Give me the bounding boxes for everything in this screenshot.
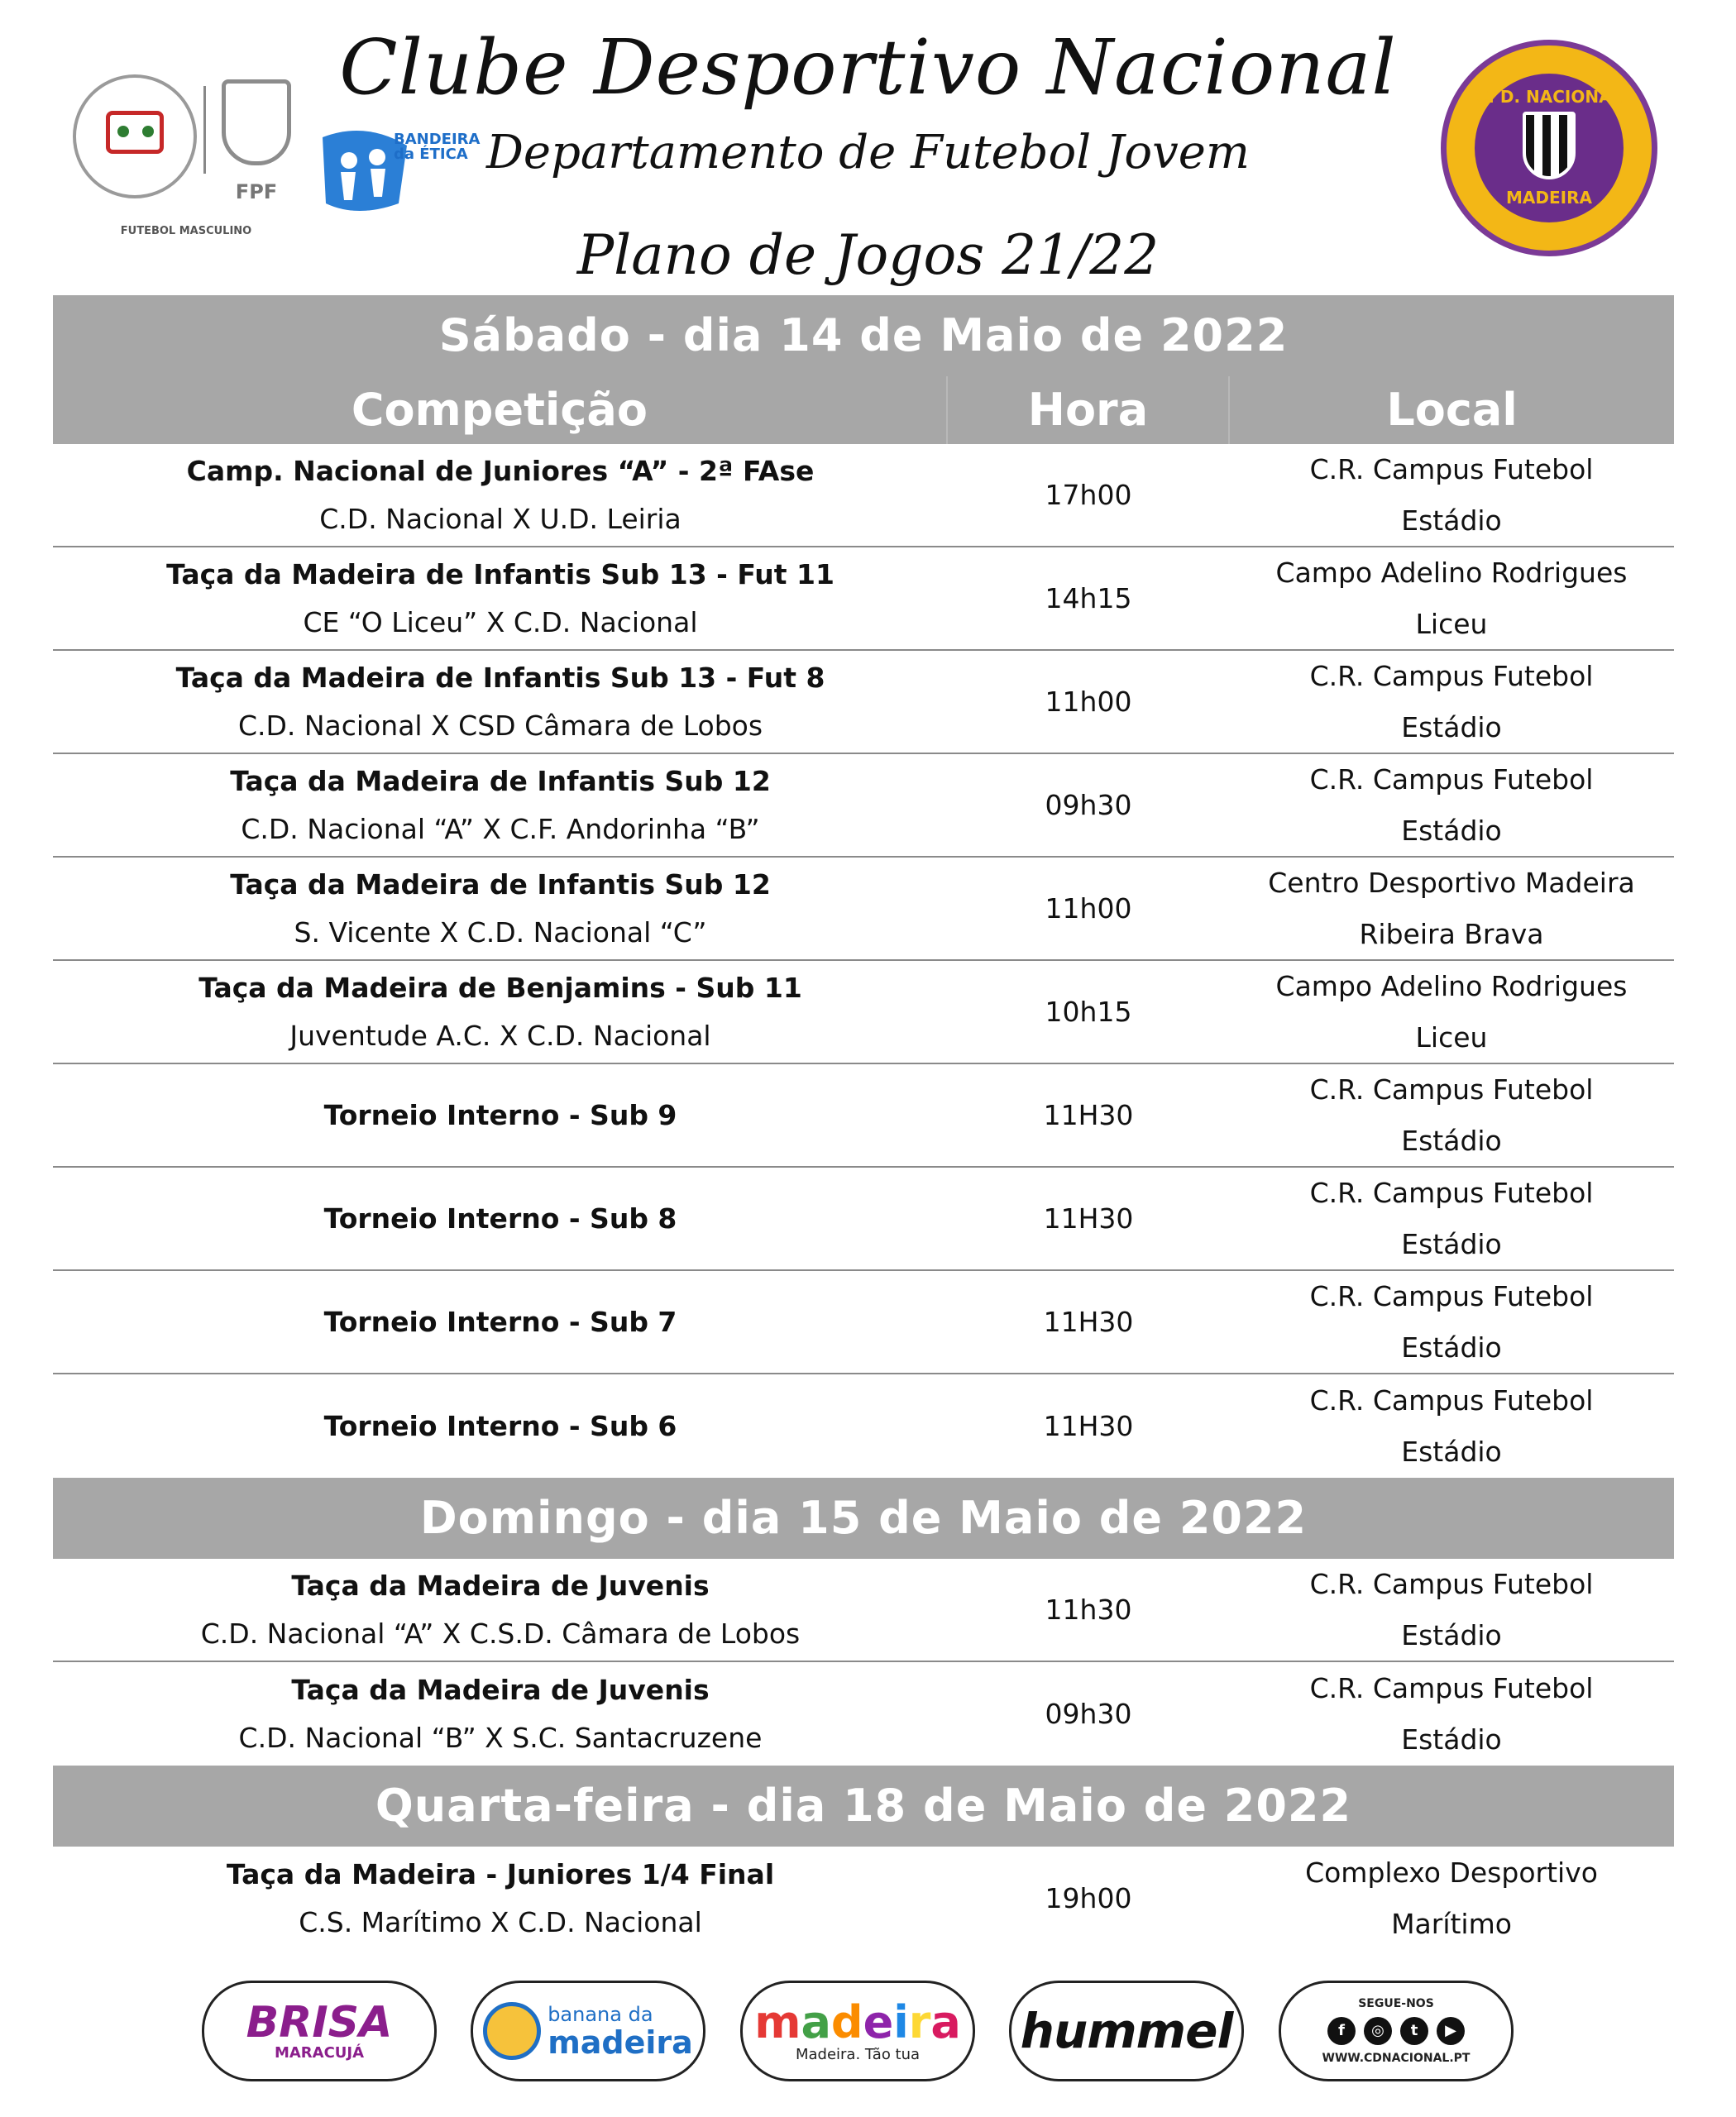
madeira-logo: madeira [754,1995,961,2048]
social-icons [1327,2017,1465,2045]
time-cell [948,1271,1229,1373]
venue-name: Campo Adelino Rodrigues [1275,969,1628,1002]
competition-name: Taça da Madeira de Juvenis [291,1569,710,1602]
venue-location: Liceu [1415,607,1488,640]
club-title: Clube Desportivo Nacional [339,23,1397,112]
time-cell [948,754,1229,856]
venue-name: C.R. Campus Futebol [1309,1176,1594,1209]
game-row [53,961,1674,1064]
venue-name: Complexo Desportivo [1305,1856,1598,1889]
time-cell [948,858,1229,959]
venue-name: Centro Desportivo Madeira [1268,866,1635,899]
website-link[interactable]: WWW.CDNACIONAL.PT [1322,2052,1471,2065]
competition-cell [53,547,948,649]
game-time: 09h30 [1045,789,1132,821]
game-row [53,1847,1674,1950]
venue-location: Ribeira Brava [1359,917,1544,950]
competition-cell [53,754,948,856]
venue-cell [1229,1847,1674,1950]
game-time: 19h00 [1045,1882,1132,1914]
competition-cell [53,1064,948,1166]
game-row [53,547,1674,651]
header [0,0,1736,294]
game-time: 11H30 [1043,1306,1134,1338]
day-header: Sábado - dia 14 de Maio de 2022 [53,295,1674,376]
brisa-logo: BRISA [246,1997,393,2048]
sponsors-bar [0,1981,1736,2088]
department-subtitle: Departamento de Futebol Jovem [486,126,1250,179]
club-crest-top-text: C. D. NACIONAL [1475,87,1623,107]
club-crest-bottom-text: MADEIRA [1506,188,1592,208]
venue-location: Estádio [1401,1331,1502,1364]
game-time: 11H30 [1043,1202,1134,1235]
venue-name: C.R. Campus Futebol [1309,762,1594,796]
sponsor-madeira [740,1981,975,2081]
venue-location: Estádio [1401,1618,1502,1651]
social-title: SEGUE-NOS [1358,1997,1434,2010]
competition-name: Taça da Madeira de Infantis Sub 12 [230,867,771,901]
venue-cell [1229,754,1674,856]
competition-cell [53,1559,948,1661]
venue-location: Estádio [1401,710,1502,743]
venue-location: Estádio [1401,1124,1502,1157]
banana-line-1: banana da [548,2003,653,2026]
game-row [53,1064,1674,1168]
venue-location: Estádio [1401,1435,1502,1468]
youtube-icon[interactable]: ▶ [1437,2017,1465,2045]
venue-location: Estádio [1401,814,1502,847]
venue-name: C.R. Campus Futebol [1309,659,1594,692]
game-row [53,1559,1674,1662]
competition-name: Torneio Interno - Sub 9 [323,1098,677,1131]
time-cell [948,1847,1229,1950]
game-time: 11H30 [1043,1410,1134,1442]
match-teams: C.D. Nacional “A” X C.F. Andorinha “B” [241,812,760,845]
banana-madeira-logo [483,2002,693,2060]
time-cell [948,1662,1229,1766]
game-time: 11h30 [1045,1594,1132,1626]
competition-cell [53,1374,948,1478]
fpf-label: FPF [235,180,278,203]
day-header: Quarta-feira - dia 18 de Maio de 2022 [53,1766,1674,1847]
game-time: 10h15 [1045,996,1132,1028]
banana-icon [483,2002,541,2060]
time-cell [948,444,1229,546]
match-teams: CE “O Liceu” X C.D. Nacional [303,605,698,638]
time-cell [948,1374,1229,1478]
social-links [1279,1981,1514,2081]
competition-cell [53,1662,948,1766]
competition-name: Taça da Madeira de Infantis Sub 13 - Fut 11 [166,557,835,590]
game-time: 11h00 [1045,892,1132,925]
match-teams: C.D. Nacional X U.D. Leiria [319,502,681,535]
match-teams: C.S. Marítimo X C.D. Nacional [299,1905,702,1938]
venue-cell [1229,444,1674,546]
etica-line-2: da ÉTICA [394,146,468,163]
match-teams: S. Vicente X C.D. Nacional “C” [294,915,707,949]
game-row [53,651,1674,754]
club-crest-logo [1441,40,1657,256]
venue-location: Estádio [1401,504,1502,537]
competition-cell [53,858,948,959]
column-header-hora: Hora [946,376,1228,444]
venue-name: C.R. Campus Futebol [1309,1567,1594,1600]
etica-line-1: BANDEIRA [394,131,481,148]
venue-cell [1229,858,1674,959]
competition-cell [53,1847,948,1950]
venue-cell [1229,1168,1674,1269]
venue-location: Estádio [1401,1723,1502,1756]
venue-cell [1229,1271,1674,1373]
competition-name: Camp. Nacional de Juniores “A” - 2ª FAse [186,454,815,487]
venue-cell [1229,547,1674,649]
banana-line-2: madeira [548,2024,693,2061]
competition-name: Torneio Interno - Sub 6 [323,1409,677,1442]
venue-name: C.R. Campus Futebol [1309,1671,1594,1704]
competition-name: Taça da Madeira de Infantis Sub 13 - Fut 8 [175,661,825,694]
venue-cell [1229,1374,1674,1478]
club-crest-shield [1523,112,1576,179]
column-header-local: Local [1228,376,1674,444]
game-time: 17h00 [1045,479,1132,511]
venue-name: C.R. Campus Futebol [1309,1279,1594,1312]
time-cell [948,1559,1229,1661]
game-row [53,1271,1674,1374]
venue-cell [1229,651,1674,753]
competition-cell [53,1168,948,1269]
game-row [53,1168,1674,1271]
competition-cell [53,961,948,1063]
game-row [53,1374,1674,1478]
facebook-icon[interactable]: f [1327,2017,1356,2045]
game-row [53,754,1674,858]
time-cell [948,1064,1229,1166]
venue-cell [1229,961,1674,1063]
day-header: Domingo - dia 15 de Maio de 2022 [53,1478,1674,1559]
plan-title: Plano de Jogos 21/22 [576,223,1160,287]
competition-name: Taça da Madeira de Benjamins - Sub 11 [198,971,802,1004]
competition-name: Taça da Madeira - Juniores 1/4 Final [226,1857,775,1890]
game-row [53,444,1674,547]
venue-name: C.R. Campus Futebol [1309,1383,1594,1417]
competition-cell [53,1271,948,1373]
game-time: 14h15 [1045,582,1132,614]
column-headers [53,376,1674,444]
match-teams: Juventude A.C. X C.D. Nacional [289,1019,711,1052]
sponsor-hummel [1009,1981,1244,2081]
certification-caption: FUTEBOL MASCULINO [120,225,252,237]
schedule-table [53,295,1674,1950]
competition-name: Torneio Interno - Sub 8 [323,1202,677,1235]
time-cell [948,547,1229,649]
venue-cell [1229,1559,1674,1661]
instagram-icon[interactable]: ◎ [1364,2017,1392,2045]
game-row [53,1662,1674,1766]
match-teams: C.D. Nacional “B” X S.C. Santacruzene [238,1721,763,1754]
match-teams: C.D. Nacional X CSD Câmara de Lobos [237,709,763,742]
venue-location: Estádio [1401,1227,1502,1260]
time-cell [948,1168,1229,1269]
game-time: 09h30 [1045,1698,1132,1730]
twitter-icon[interactable]: t [1400,2017,1428,2045]
sponsor-banana-madeira [471,1981,705,2081]
game-time: 11h00 [1045,686,1132,718]
game-row [53,858,1674,961]
game-time: 11H30 [1043,1099,1134,1131]
venue-name: Campo Adelino Rodrigues [1275,556,1628,589]
time-cell [948,651,1229,753]
competition-name: Taça da Madeira de Juvenis [291,1673,710,1706]
competition-cell [53,444,948,546]
competition-name: Taça da Madeira de Infantis Sub 12 [230,764,771,797]
madeira-tagline: Madeira. Tão tua [795,2045,921,2063]
column-header-competicao: Competição [351,384,648,436]
time-cell [948,961,1229,1063]
competition-name: Torneio Interno - Sub 7 [323,1305,677,1338]
venue-location: Liceu [1415,1020,1488,1054]
club-crest-inner [1475,74,1624,222]
venue-name: C.R. Campus Futebol [1309,1073,1594,1106]
venue-cell [1229,1064,1674,1166]
match-teams: C.D. Nacional “A” X C.S.D. Câmara de Lobos [200,1617,801,1650]
competition-cell [53,651,948,753]
hummel-logo: hummel [1020,2003,1233,2059]
venue-location: Marítimo [1391,1907,1512,1940]
sponsor-brisa [202,1981,437,2081]
venue-cell [1229,1662,1674,1766]
venue-name: C.R. Campus Futebol [1309,452,1594,485]
banana-text [548,2003,693,2059]
brisa-sublabel: MARACUJÁ [274,2043,365,2062]
